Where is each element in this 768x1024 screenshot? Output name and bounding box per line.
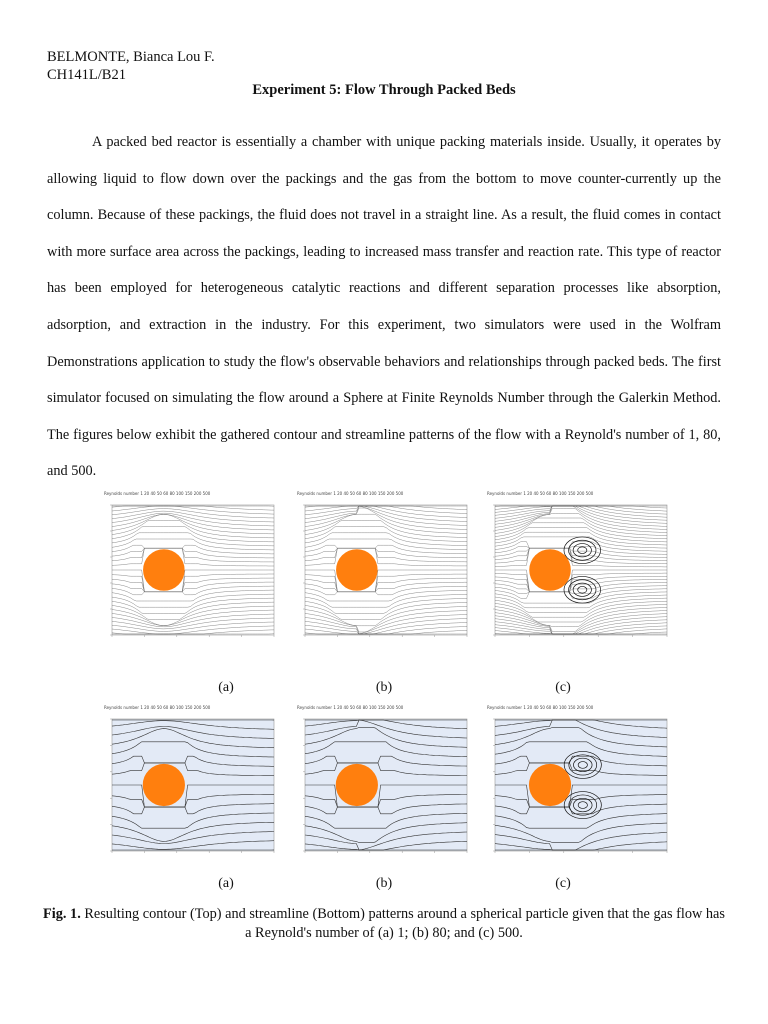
reynolds-slider: Reynolds number 1 20 40 50 60 80 100 150 200 500 <box>104 705 211 710</box>
author-name: BELMONTE, Bianca Lou F. <box>47 49 215 65</box>
subfigure-label-c: (c) <box>555 876 571 891</box>
contour-svg-c <box>479 491 675 651</box>
contour-plot-a <box>96 491 282 651</box>
subfigure-label-b: (b) <box>375 876 393 891</box>
contour-plot-b <box>289 491 475 651</box>
reynolds-slider: Reynolds number 1 20 40 50 60 80 100 150 200 500 <box>487 491 594 496</box>
body-paragraph <box>47 124 721 490</box>
body-paragraph-text: A packed bed reactor is essentially a chamber with unique packing materials inside. Usually, it operates by allowing liquid to flow down over the packings and the gas from the bottom to move counter-currently up the column. Because of these packings, the fluid does not travel in a straight line. As a result, the fluid comes in contact with more surface area across the packings, leading to increased mass transfer and reaction rate. This type of reactor has been employed for heterogeneous catalytic reactions and different separation processes like absorption, adsorption, and extraction in the industry. For this experiment, two simulators were used in the Wolfram Demonstrations application to study the flow's observable behaviors and relationships through packed beds. The first simulator focused on simulating the flow around a Sphere at Finite Reynolds Number through the Galerkin Method. The figures below exhibit the gathered contour and streamline patterns of the flow with a Reynold's number of 1, 80, and 500. <box>47 134 721 480</box>
contour-plot-c <box>479 491 675 651</box>
figure-caption-text: Resulting contour (Top) and streamline (Bottom) patterns around a spherical particle given that the gas flow has a Reynold's number of (a) 1; (b) 80; and (c) 500. <box>80 906 725 941</box>
course-section: CH141L/B21 <box>47 67 126 83</box>
reynolds-slider: Reynolds number 1 20 40 50 60 80 100 150 200 500 <box>487 705 594 710</box>
document-title: Experiment 5: Flow Through Packed Beds <box>252 82 516 98</box>
reynolds-slider: Reynolds number 1 20 40 50 60 80 100 150 200 500 <box>104 491 211 496</box>
contour-svg-b <box>289 491 475 651</box>
reynolds-slider: Reynolds number 1 20 40 50 60 80 100 150 200 500 <box>297 491 404 496</box>
figure-caption-label: Fig. 1. <box>43 906 81 922</box>
subfigure-label-b: (b) <box>375 680 393 695</box>
reynolds-slider: Reynolds number 1 20 40 50 60 80 100 150 200 500 <box>297 705 404 710</box>
subfigure-label-c: (c) <box>555 680 571 695</box>
figure-caption <box>40 905 728 943</box>
contour-svg-a <box>96 491 282 651</box>
streamline-svg-b <box>289 705 475 867</box>
streamline-plot-a <box>96 705 282 867</box>
streamline-svg-c <box>479 705 675 867</box>
streamline-plot-c <box>479 705 675 867</box>
streamline-svg-a <box>96 705 282 867</box>
subfigure-label-a: (a) <box>218 680 234 695</box>
subfigure-label-a: (a) <box>218 876 234 891</box>
streamline-plot-b <box>289 705 475 867</box>
